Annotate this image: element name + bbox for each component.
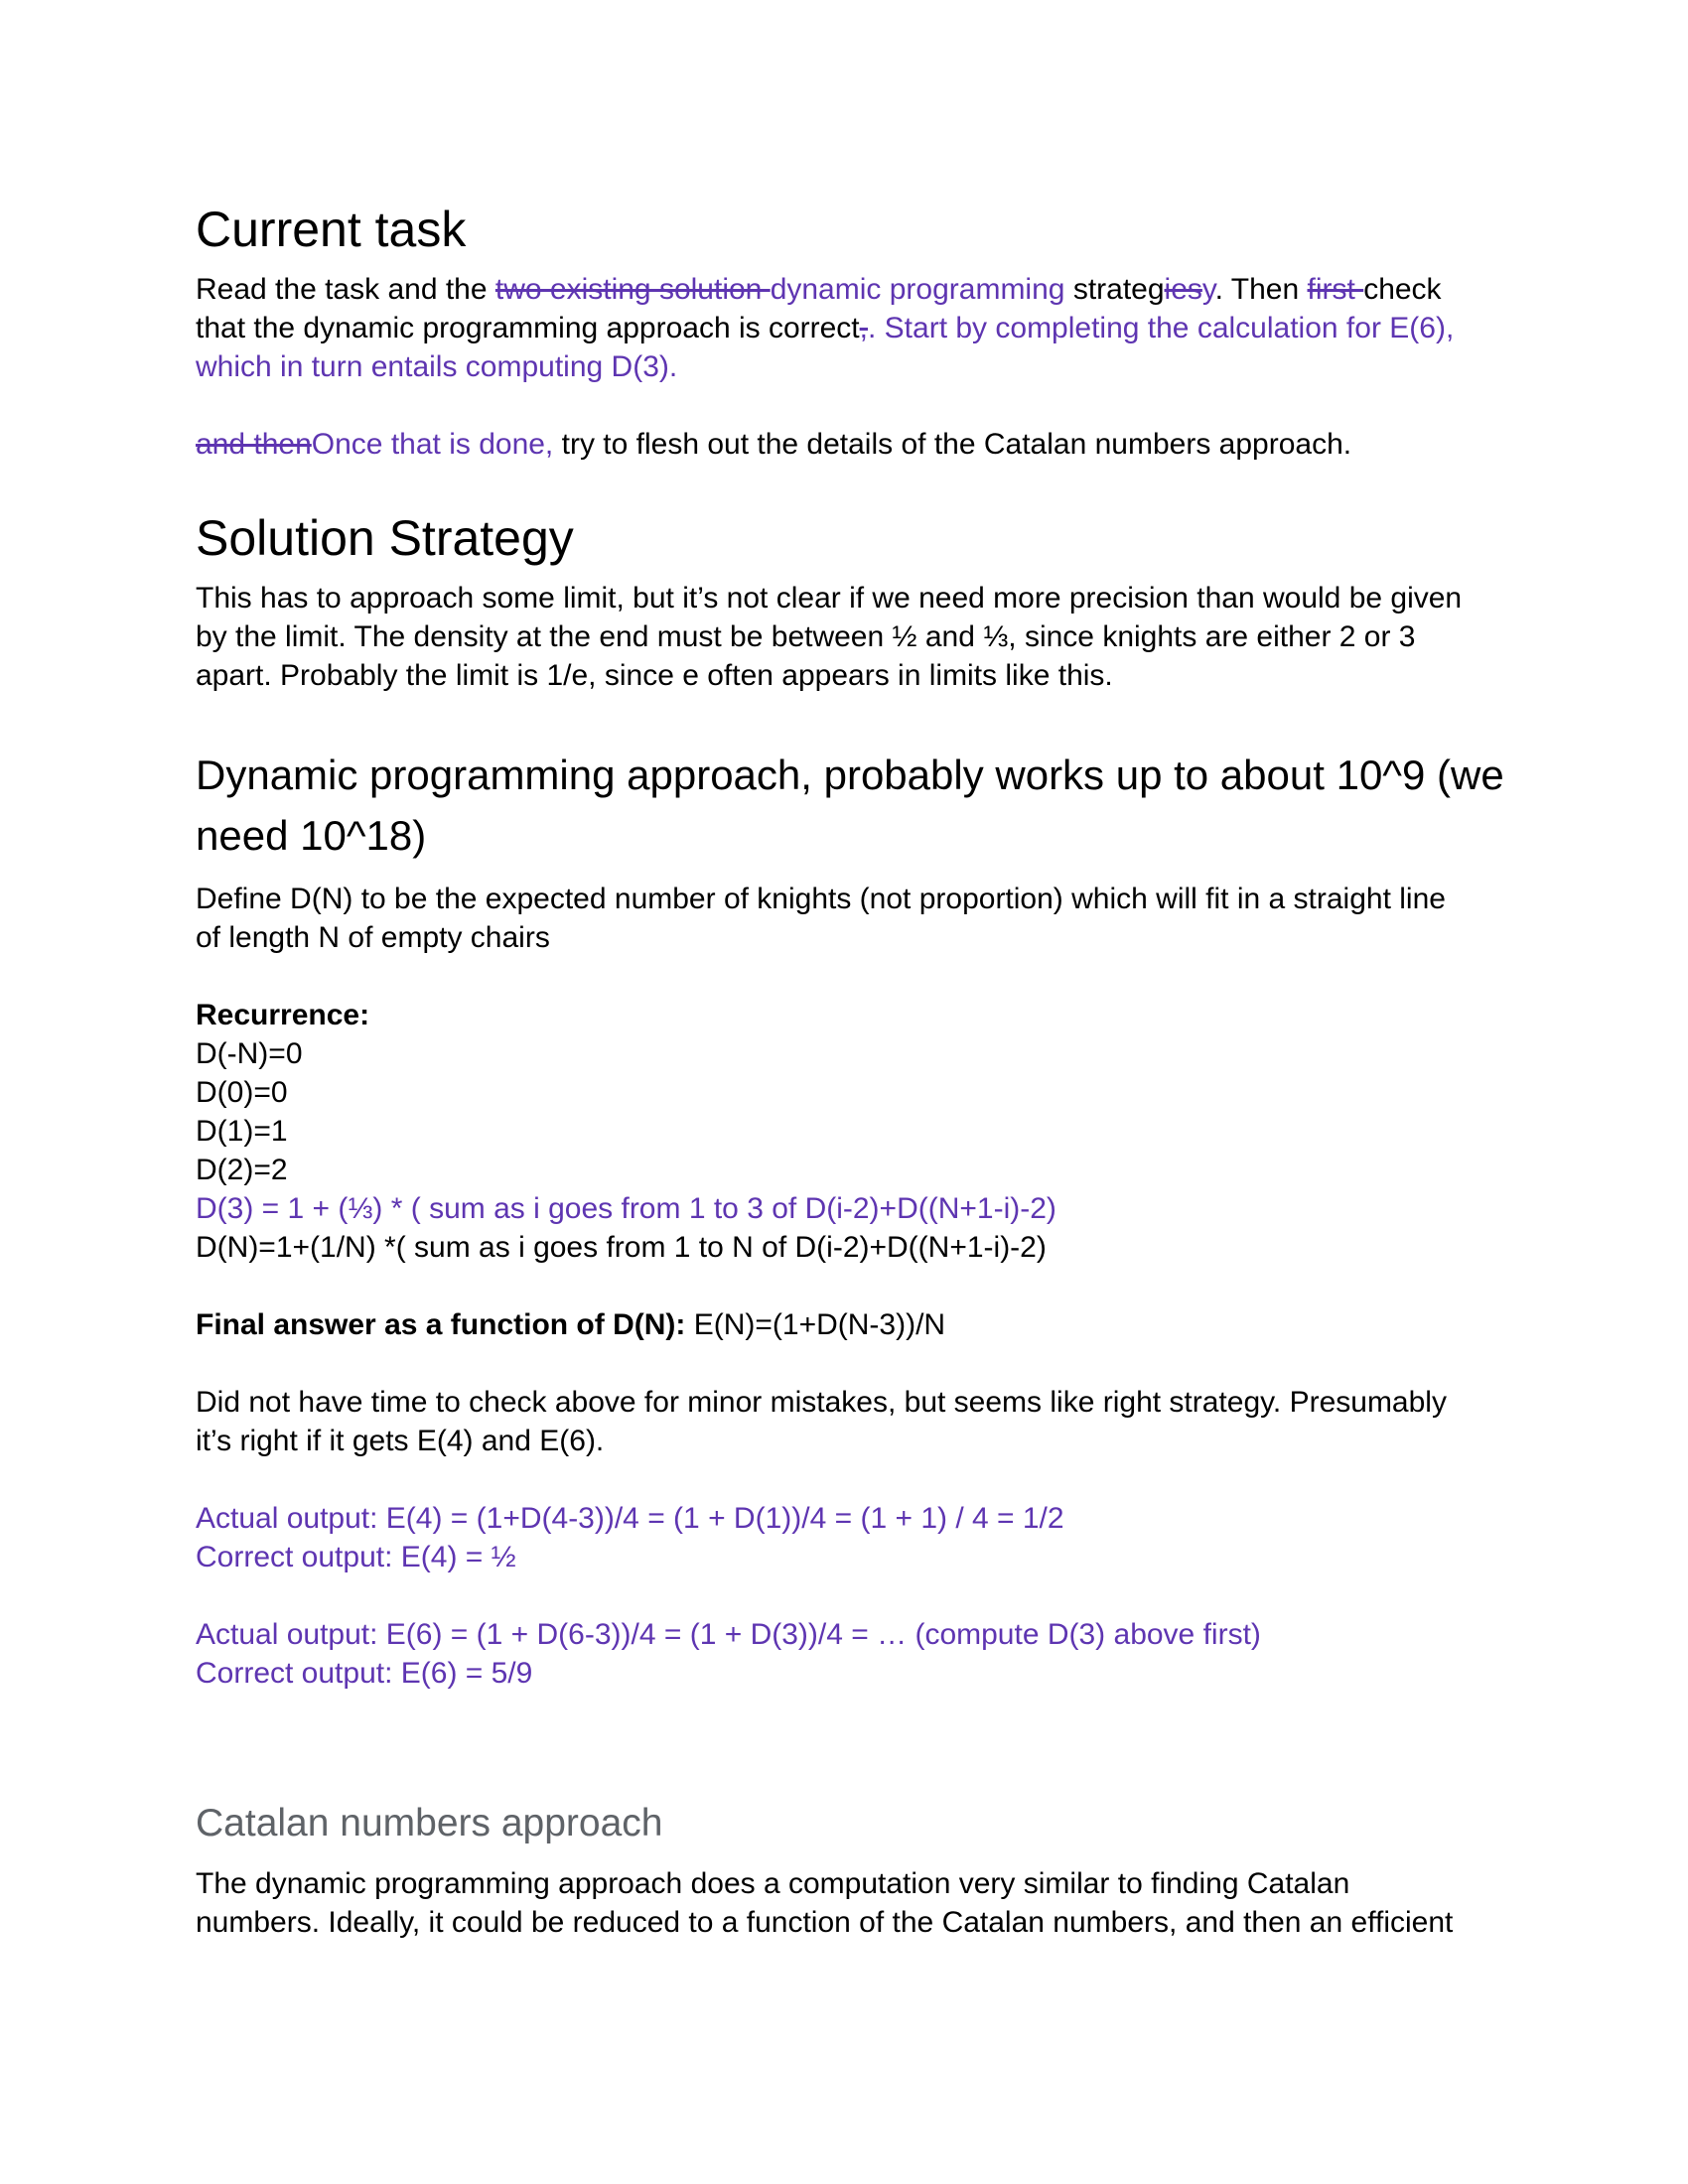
recurrence-base-case: D(1)=1 (196, 1115, 288, 1148)
e4-actual-output (196, 1499, 1526, 1538)
text-line: Correct output: E(4) = ½ (196, 1541, 516, 1573)
final-answer-formula: E(N)=(1+D(N-3))/N (693, 1308, 946, 1341)
recurrence-base-case: D(2)=2 (196, 1154, 288, 1186)
text-line: This has to approach some limit, but it’s not clear if we need more precision than would be given (196, 582, 1463, 614)
suggestion-deleted-text: , (859, 312, 868, 344)
text: strateg (1072, 273, 1165, 306)
recurrence-general: D(N)=1+(1/N) *( sum as i goes from 1 to N of D(i-2)+D((N+1-i)-2) (196, 1231, 1047, 1264)
suggestion-added-text: y (1201, 273, 1215, 306)
blank-line (196, 386, 1526, 425)
paragraph-check-note (196, 1383, 1526, 1460)
text-line: Define D(N) to be the expected number of knights (not proportion) which will fit in a straight line (196, 883, 1446, 915)
text-line: Actual output: E(6) = (1 + D(6-3))/4 = (1 + D(3))/4 = … (compute D(3) above first) (196, 1618, 1261, 1651)
text-line: The dynamic programming approach does a computation very similar to finding Catalan (196, 1867, 1350, 1900)
heading-dynamic-programming (196, 745, 1526, 866)
recurrence-base-case: D(-N)=0 (196, 1037, 303, 1070)
suggestion-deleted-text: ies (1164, 273, 1202, 306)
text: . Then (1214, 273, 1308, 306)
paragraph-define-dn (196, 880, 1526, 957)
text-line (196, 309, 1526, 347)
e6-correct-output (196, 1654, 1526, 1693)
text-line: numbers. Ideally, it could be reduced to a function of the Catalan numbers, and then an efficient (196, 1906, 1454, 1939)
final-answer-label: Final answer as a function of D(N): (196, 1308, 694, 1341)
e4-correct-output (196, 1538, 1526, 1576)
text: that the dynamic programming approach is correct (196, 312, 860, 344)
text-line (196, 1305, 1526, 1344)
text-line (196, 347, 1526, 386)
blank-line (196, 1344, 1526, 1383)
document-content (196, 202, 1526, 1942)
heading-line: Dynamic programming approach, probably works up to about 10^9 (we (196, 751, 1504, 798)
blank-line (196, 957, 1526, 996)
text-line: Correct output: E(6) = 5/9 (196, 1657, 533, 1690)
e6-actual-output (196, 1615, 1526, 1654)
text: check (1363, 273, 1442, 306)
paragraph-recurrence (196, 996, 1526, 1267)
suggestion-added-text: . Start by completing the calculation for E(6), (868, 312, 1455, 344)
recurrence-base-case: D(0)=0 (196, 1076, 288, 1109)
heading-catalan-approach: Catalan numbers approach (196, 1802, 663, 1844)
suggestion-added-text: dynamic programming (770, 273, 1073, 306)
text-line: of length N of empty chairs (196, 921, 550, 954)
text-line: Actual output: E(4) = (1+D(4-3))/4 = (1 + D(1))/4 = (1 + 1) / 4 = 1/2 (196, 1502, 1064, 1535)
suggestion-deleted-text: first (1307, 273, 1364, 306)
blank-line (196, 1693, 1526, 1731)
text-line: by the limit. The density at the end must be between ½ and ⅓, since knights are either 2 or 3 (196, 620, 1416, 653)
blank-line (196, 1267, 1526, 1305)
paragraph-catalan (196, 1864, 1526, 1942)
text: try to flesh out the details of the Catalan numbers approach. (553, 428, 1352, 461)
heading-solution-strategy: Solution Strategy (196, 510, 574, 566)
paragraph-once-done (196, 425, 1526, 464)
blank-line (196, 1460, 1526, 1499)
recurrence-d3-suggested: D(3) = 1 + (⅓) * ( sum as i goes from 1 to 3 of D(i-2)+D((N+1-i)-2) (196, 1192, 1056, 1225)
recurrence-label: Recurrence: (196, 999, 370, 1031)
suggestion-added-text: which in turn entails computing D(3). (196, 350, 678, 383)
heading-line: need 10^18) (196, 812, 427, 859)
text-line: Did not have time to check above for minor mistakes, but seems like right strategy. Presumably (196, 1386, 1447, 1419)
blank-line (196, 1576, 1526, 1615)
suggestion-deleted-text: and then (196, 428, 312, 461)
text-line: it’s right if it gets E(4) and E(6). (196, 1425, 605, 1457)
paragraph-final-answer (196, 1305, 1526, 1344)
paragraph-task-instructions (196, 270, 1526, 386)
text: Read the task and the (196, 273, 495, 306)
paragraph-limit (196, 579, 1526, 695)
suggestion-added-text: Once that is done, (311, 428, 554, 461)
text-line (196, 425, 1526, 464)
suggestion-deleted-text: two existing solution (494, 273, 771, 306)
text-line (196, 270, 1526, 309)
text-line: apart. Probably the limit is 1/e, since e often appears in limits like this. (196, 659, 1113, 692)
heading-current-task: Current task (196, 202, 467, 257)
